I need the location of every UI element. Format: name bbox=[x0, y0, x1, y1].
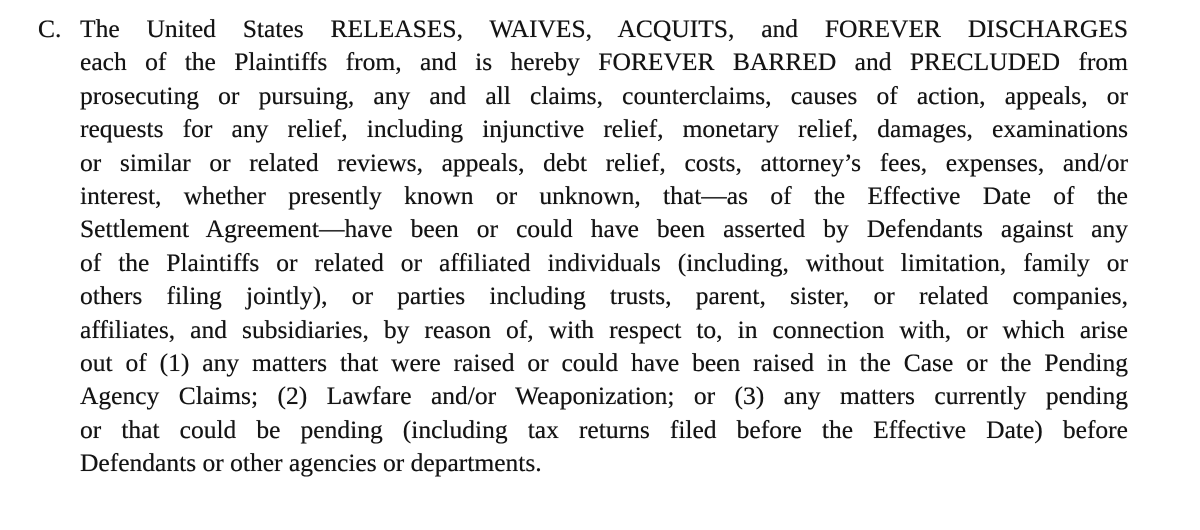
clause-line: requests for any relief, including injunctive relief, monetary relief, damages, examinations bbox=[80, 114, 1128, 144]
clause-line: or similar or related reviews, appeals, debt relief, costs, attorney’s fees, expenses, and/or bbox=[80, 147, 1128, 177]
clause-line: interest, whether presently known or unknown, that—as of the Effective Date of the bbox=[80, 180, 1128, 210]
clause-line: The United States RELEASES, WAIVES, ACQUITS, and FOREVER DISCHARGES bbox=[80, 14, 1128, 43]
clause-line: others filing jointly), or parties including trusts, parent, sister, or related companies, bbox=[80, 281, 1128, 311]
clause-line: prosecuting or pursuing, any and all claims, counterclaims, causes of action, appeals, or bbox=[80, 80, 1128, 110]
clause-line: Agency Claims; (2) Lawfare and/or Weaponization; or (3) any matters currently pending bbox=[80, 381, 1128, 411]
clause-line: out of (1) any matters that were raised or could have been raised in the Case or the Pending bbox=[80, 347, 1128, 377]
clause-line: of the Plaintiffs or related or affiliated individuals (including, without limitation, family or bbox=[80, 247, 1128, 277]
clause-marker: C. bbox=[38, 14, 62, 43]
clause-line: Settlement Agreement—have been or could have been asserted by Defendants against any bbox=[80, 214, 1128, 244]
clause-line: or that could be pending (including tax returns filed before the Effective Date) before bbox=[80, 414, 1128, 444]
clause-line: each of the Plaintiffs from, and is hereby FOREVER BARRED and PRECLUDED from bbox=[80, 47, 1128, 77]
clause-text bbox=[80, 12, 1128, 479]
clause-line: affiliates, and subsidiaries, by reason of, with respect to, in connection with, or which arise bbox=[80, 314, 1128, 344]
clause-line: Defendants or other agencies or departments. bbox=[80, 448, 542, 478]
